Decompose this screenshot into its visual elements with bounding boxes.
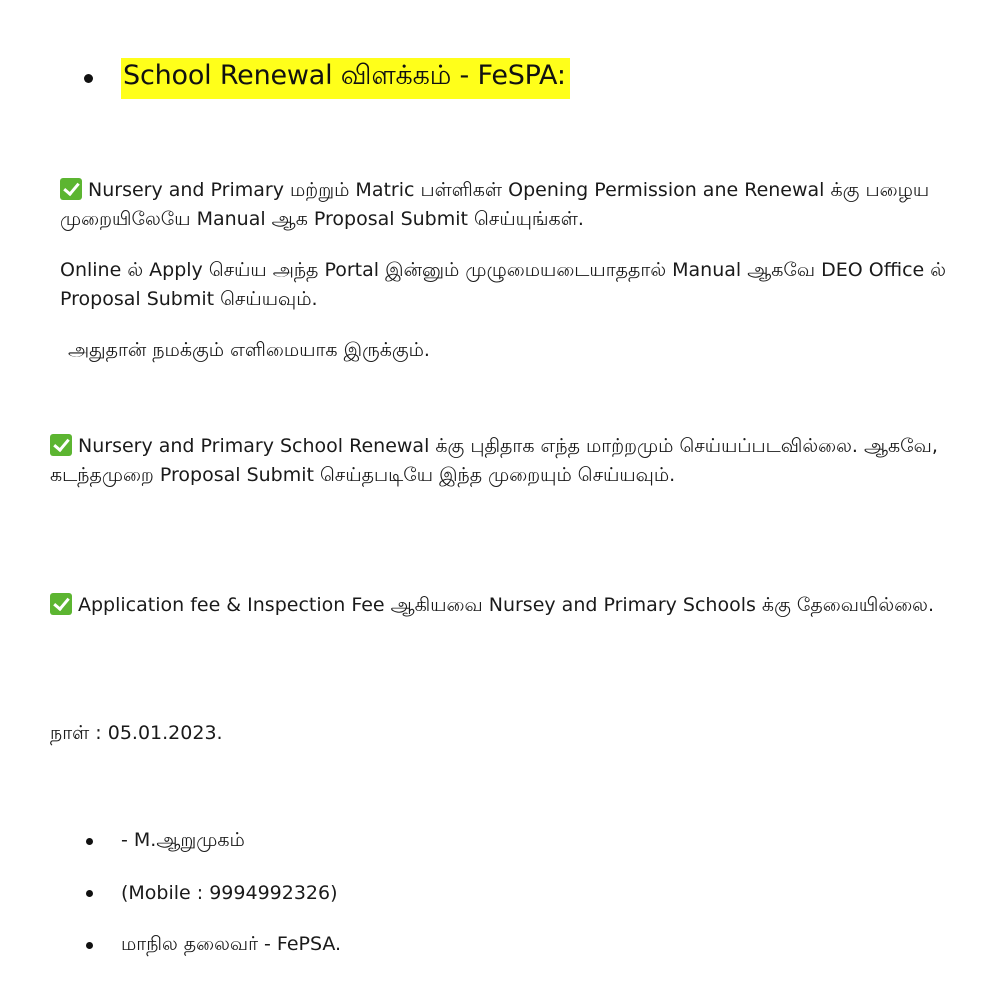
date-text: நாள் : 05.01.2023. bbox=[50, 722, 223, 744]
paragraph-easy-note bbox=[50, 336, 968, 365]
paragraph-opening-permission bbox=[50, 176, 960, 234]
check-mark-icon bbox=[60, 178, 82, 200]
bullet-icon bbox=[84, 74, 93, 83]
list-item bbox=[86, 919, 341, 971]
title-row bbox=[84, 58, 570, 99]
signature-list bbox=[86, 815, 341, 971]
list-item bbox=[86, 867, 341, 919]
signature-name: - M.ஆறுமுகம் bbox=[121, 828, 245, 851]
paragraph-text: Application fee & Inspection Fee ஆகியவை Nursey and Primary Schools க்கு தேவையில்லை. bbox=[78, 594, 934, 616]
paragraph-text: Nursery and Primary மற்றும் Matric பள்ளிகள் Opening Permission ane Renewal க்கு பழைய முறையிலேயே Manual ஆக Proposal Submit செய்யுங்கள். bbox=[60, 179, 930, 230]
signature-mobile: (Mobile : 9994992326) bbox=[121, 882, 338, 904]
paragraph-text: Nursery and Primary School Renewal க்கு புதிதாக எந்த மாற்றமும் செய்யப்படவில்லை. ஆகவே, கடந்தமுறை Proposal Submit செய்தபடியே இந்த முறையும் செய்யவும். bbox=[50, 435, 938, 486]
bullet-icon bbox=[86, 890, 93, 897]
check-mark-icon bbox=[50, 593, 72, 615]
signature-role: மாநில தலைவர் - FePSA. bbox=[121, 932, 342, 955]
paragraph-text: அதுதான் நமக்கும் எளிமையாக இருக்கும். bbox=[68, 339, 430, 361]
check-mark-icon bbox=[50, 434, 72, 456]
paragraph-renewal-no-change bbox=[50, 432, 950, 490]
list-item bbox=[86, 815, 341, 867]
document-title: School Renewal விளக்கம் - FeSPA: bbox=[121, 58, 570, 99]
paragraph-online-portal bbox=[50, 256, 960, 314]
paragraph-text: Online ல் Apply செய்ய அந்த Portal இன்னும் முழுமையடையாததால் Manual ஆகவே DEO Office ல் Proposal Submit செய்யவும். bbox=[60, 259, 947, 310]
document-date bbox=[50, 719, 950, 748]
bullet-icon bbox=[86, 942, 93, 949]
paragraph-fees bbox=[50, 591, 950, 620]
bullet-icon bbox=[86, 838, 93, 845]
